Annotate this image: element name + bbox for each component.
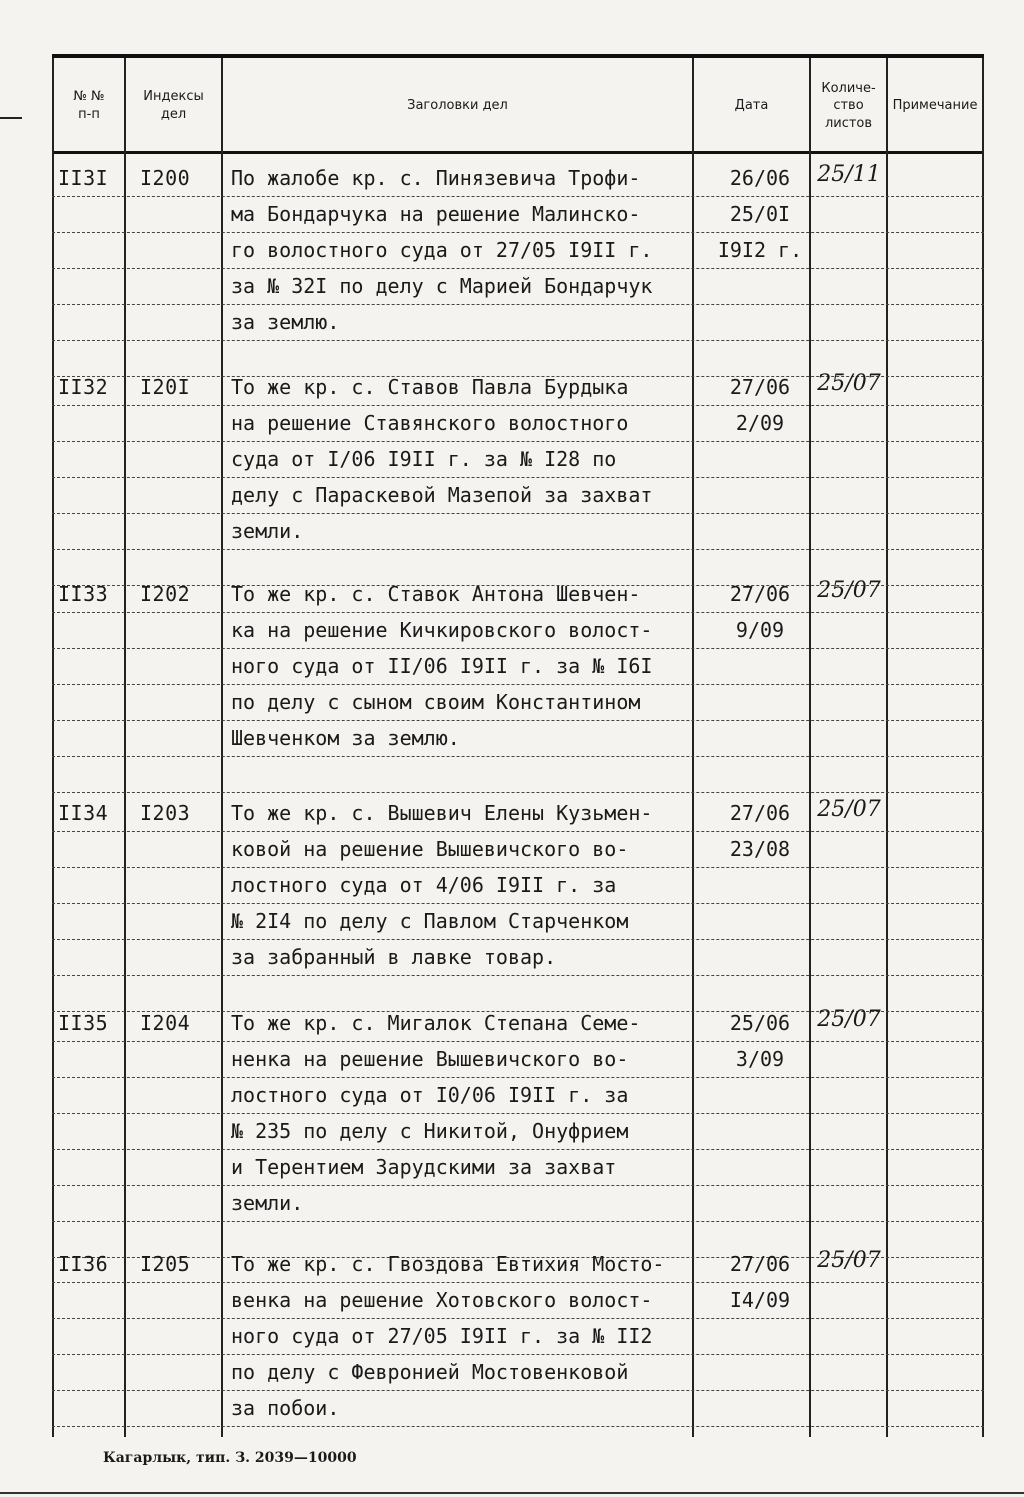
ruled-line xyxy=(52,441,984,442)
date-line: 9/09 xyxy=(735,618,785,642)
entry-index: I204 xyxy=(140,1011,191,1035)
date-line: I9I2 г. xyxy=(717,238,803,262)
title-line: То же кр. с. Гвоздова Евтихия Мосто- xyxy=(231,1252,665,1276)
ruled-line xyxy=(52,513,984,514)
margin-mark xyxy=(0,117,22,119)
title-line: земли. xyxy=(231,1191,304,1215)
ruled-line xyxy=(52,549,984,550)
entry-title xyxy=(231,160,709,340)
entry-number: II34 xyxy=(58,801,109,825)
header-note: Примечание xyxy=(892,98,978,114)
date-line: 27/06 xyxy=(729,582,791,606)
entry-title xyxy=(231,795,709,975)
entry-sheet-count: 25/07 xyxy=(817,797,881,822)
date-line: 25/06 xyxy=(729,1011,791,1035)
ruled-line xyxy=(52,867,984,868)
entry-title xyxy=(231,576,709,756)
title-line: лостного суда от 4/06 I9II г. за xyxy=(231,873,617,897)
ruled-line xyxy=(52,1426,984,1427)
title-line: за № 32I по делу с Марией Бондарчук xyxy=(231,274,653,298)
date-line: 2/09 xyxy=(735,411,785,435)
title-line: ковой на решение Вышевичского во- xyxy=(231,837,629,861)
entry-index: I200 xyxy=(140,166,191,190)
title-line: № 235 по делу с Никитой, Онуфрием xyxy=(231,1119,629,1143)
ruled-line xyxy=(52,268,984,269)
header-title: Заголовки дел xyxy=(407,98,508,114)
entry-title xyxy=(231,1246,709,1426)
ruled-line xyxy=(52,477,984,478)
header-count: Количе- ство листов xyxy=(821,80,876,131)
entry-number: II3I xyxy=(58,166,109,190)
title-line: То же кр. с. Ставок Антона Шевчен- xyxy=(231,582,641,606)
ruled-line xyxy=(52,720,984,721)
entry-index: I205 xyxy=(140,1252,191,1276)
entry-dates xyxy=(712,160,808,268)
ruled-line xyxy=(52,1113,984,1114)
entry-title xyxy=(231,369,709,549)
ruled-line xyxy=(52,1282,984,1283)
bottom-rule xyxy=(0,1492,1024,1494)
entry-sheet-count: 25/07 xyxy=(817,1007,881,1032)
column-divider xyxy=(52,58,54,1437)
title-line: ного суда от II/06 I9II г. за № I6I xyxy=(231,654,653,678)
date-line: 25/0I xyxy=(729,202,791,226)
title-line: и Терентием Зарудскими за захват xyxy=(231,1155,617,1179)
date-line: 23/08 xyxy=(729,837,791,861)
printer-imprint: Кагарлык, тип. З. 2039—10000 xyxy=(103,1450,357,1466)
entry-index: I202 xyxy=(140,582,191,606)
entry-number: II33 xyxy=(58,582,109,606)
ruled-line xyxy=(52,612,984,613)
title-line: на решение Ставянского волостного xyxy=(231,411,629,435)
entry-index: I20I xyxy=(140,375,191,399)
header-date: Дата xyxy=(734,98,769,114)
entry-number: II35 xyxy=(58,1011,109,1035)
header-rule xyxy=(52,151,984,154)
date-line: 3/09 xyxy=(735,1047,785,1071)
entry-sheet-count: 25/11 xyxy=(817,162,881,187)
ruled-line xyxy=(52,405,984,406)
top-rule xyxy=(52,54,984,58)
ruled-line xyxy=(52,1221,984,1222)
ruled-line xyxy=(52,831,984,832)
title-line: ного суда от 27/05 I9II г. за № II2 xyxy=(231,1324,653,1348)
entry-sheet-count: 25/07 xyxy=(817,578,881,603)
ruled-line xyxy=(52,1149,984,1150)
entry-sheet-count: 25/07 xyxy=(817,1248,881,1273)
ruled-line xyxy=(52,1354,984,1355)
ruled-line xyxy=(52,304,984,305)
title-line: за землю. xyxy=(231,310,340,334)
ruled-line xyxy=(52,1185,984,1186)
header-num: № № п-п xyxy=(73,89,105,122)
ruled-line xyxy=(52,792,984,793)
title-line: То же кр. с. Вышевич Елены Кузьмен- xyxy=(231,801,653,825)
date-line: I4/09 xyxy=(729,1288,791,1312)
ruled-line xyxy=(52,340,984,341)
ruled-line xyxy=(52,1390,984,1391)
ruled-line xyxy=(52,232,984,233)
entry-sheet-count: 25/07 xyxy=(817,371,881,396)
ruled-line xyxy=(52,648,984,649)
ruled-line xyxy=(52,903,984,904)
entry-index: I203 xyxy=(140,801,191,825)
column-divider xyxy=(809,58,811,1437)
column-divider xyxy=(886,58,888,1437)
ruled-line xyxy=(52,1077,984,1078)
ruled-line xyxy=(52,975,984,976)
column-divider xyxy=(124,58,126,1437)
date-line: 26/06 xyxy=(729,166,791,190)
title-line: по делу с сыном своим Константином xyxy=(231,690,641,714)
title-line: за забранный в лавке товар. xyxy=(231,945,557,969)
title-line: ненка на решение Вышевичского во- xyxy=(231,1047,629,1071)
ruled-line xyxy=(52,684,984,685)
title-line: за побои. xyxy=(231,1396,340,1420)
column-divider xyxy=(221,58,223,1437)
title-line: То же кр. с. Мигалок Степана Семе- xyxy=(231,1011,641,1035)
ruled-line xyxy=(52,1318,984,1319)
ruled-line xyxy=(52,756,984,757)
title-line: По жалобе кр. с. Пинязевича Трофи- xyxy=(231,166,641,190)
column-divider xyxy=(982,58,984,1437)
title-line: по делу с Февронией Мостовенковой xyxy=(231,1360,629,1384)
ruled-line xyxy=(52,939,984,940)
title-line: ма Бондарчука на решение Малинско- xyxy=(231,202,641,226)
title-line: ка на решение Кичкировского волост- xyxy=(231,618,653,642)
ruled-line xyxy=(52,196,984,197)
title-line: № 2I4 по делу с Павлом Старченком xyxy=(231,909,629,933)
title-line: То же кр. с. Ставов Павла Бурдыка xyxy=(231,375,629,399)
title-line: Шевченком за землю. xyxy=(231,726,460,750)
header-index: Индексы дел xyxy=(143,89,204,122)
title-line: го волостного суда от 27/05 I9II г. xyxy=(231,238,653,262)
title-line: суда от I/06 I9II г. за № I28 по xyxy=(231,447,617,471)
title-line: делу с Параскевой Мазепой за захват xyxy=(231,483,653,507)
title-line: лостного суда от I0/06 I9II г. за xyxy=(231,1083,629,1107)
title-line: земли. xyxy=(231,519,304,543)
title-line: венка на решение Хотовского волост- xyxy=(231,1288,653,1312)
entry-number: II36 xyxy=(58,1252,109,1276)
ruled-line xyxy=(52,1041,984,1042)
date-line: 27/06 xyxy=(729,801,791,825)
date-line: 27/06 xyxy=(729,1252,791,1276)
entry-number: II32 xyxy=(58,375,109,399)
date-line: 27/06 xyxy=(729,375,791,399)
